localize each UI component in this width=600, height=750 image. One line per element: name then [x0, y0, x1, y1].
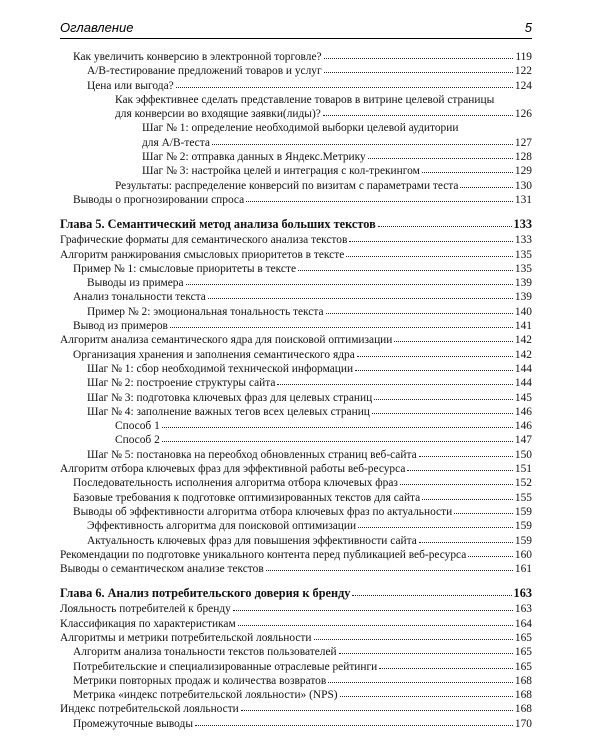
toc-entry-page: 155 — [514, 491, 532, 504]
toc-entry[interactable] — [60, 548, 532, 562]
toc-entry-title: Выводы об эффективности алгоритма отбора ключевых фраз по актуальности — [73, 505, 453, 518]
toc-entry-title: Анализ тональности текста — [73, 291, 206, 304]
toc-entry-page: 139 — [514, 277, 532, 290]
toc-entry-title: Метрика «индекс потребительской лояльности» (NPS) — [73, 689, 338, 702]
toc-entry[interactable] — [60, 645, 532, 659]
toc-entry[interactable] — [60, 319, 532, 333]
toc-entry-page: 141 — [514, 320, 532, 333]
dot-leader — [323, 114, 513, 116]
toc-entry-title: Выводы о семантическом анализе текстов — [60, 563, 264, 576]
toc-entry-title: для А/В-теста — [142, 136, 210, 149]
dot-leader — [298, 269, 513, 271]
toc-entry[interactable] — [60, 164, 532, 178]
toc-entry[interactable] — [60, 248, 532, 262]
toc-entry-page: 127 — [514, 136, 532, 149]
toc-entry-title: Вывод из примеров — [73, 320, 168, 333]
toc-entry[interactable] — [60, 290, 532, 304]
toc-entry-title: Выводы из примера — [87, 277, 184, 290]
toc-entry-page: 142 — [514, 348, 532, 361]
dot-leader — [394, 340, 513, 342]
toc-entry-title: Шаг № 2: отправка данных в Яндекс.Метрику — [142, 151, 366, 164]
toc-entry[interactable] — [60, 717, 532, 731]
toc-entry-page: 119 — [515, 51, 532, 63]
toc-entry-title: Метрики повторных продаж и количества возвратов — [73, 674, 327, 687]
dot-leader — [419, 541, 513, 543]
toc-entry-title: А/В-тестирование предложений товаров и услуг — [87, 65, 322, 78]
dot-leader — [238, 624, 513, 626]
toc-entry-title: Индекс потребительской лояльности — [60, 703, 239, 716]
toc-entry[interactable] — [60, 448, 532, 462]
toc-entry-page: 161 — [514, 563, 532, 576]
toc-entry[interactable] — [60, 617, 532, 631]
toc-entry-page: 151 — [514, 463, 532, 476]
dot-leader — [419, 455, 513, 457]
toc-entry-page: 168 — [514, 689, 532, 702]
toc-entry-title: Шаг № 4: заполнение важных тегов всех целевых страниц — [87, 405, 370, 418]
dot-leader — [379, 667, 513, 669]
toc-entry-page: 159 — [514, 520, 532, 533]
toc-entry-page: 130 — [514, 179, 532, 192]
toc-entry-title: Потребительские и специализированные отраслевые рейтинги — [73, 660, 378, 673]
toc-entry-page: 147 — [514, 434, 532, 447]
toc-entry-title: Шаг № 1: сбор необходимой технической информации — [87, 362, 354, 375]
toc-entry[interactable] — [60, 562, 532, 576]
toc-entry-page: 165 — [514, 646, 532, 659]
dot-leader — [324, 57, 514, 59]
toc-entry[interactable] — [60, 79, 532, 93]
toc-entry[interactable] — [60, 305, 532, 319]
dot-leader — [357, 355, 513, 357]
toc-entry-page: 164 — [514, 617, 532, 630]
toc-entry-title: Актуальность ключевых фраз для повышения эффективности сайта — [87, 534, 417, 547]
dot-leader — [358, 526, 513, 528]
toc-entry-page: 163 — [513, 586, 532, 601]
page-number: 5 — [524, 20, 532, 35]
toc-spacer — [60, 207, 532, 216]
dot-leader — [195, 724, 513, 726]
toc-entry-title: Базовые требования к подготовке оптимизированных текстов для сайта — [73, 491, 421, 504]
toc-entry[interactable] — [60, 193, 532, 207]
toc-entry-title: для конверсии во входящие заявки(лиды)? — [115, 108, 321, 121]
dot-leader — [277, 383, 512, 385]
toc-entry-page: 150 — [514, 448, 532, 461]
toc-chapter-entry[interactable] — [60, 216, 532, 233]
toc-entry-title: Выводы о прогнозировании спроса — [73, 193, 245, 206]
toc-entry-title: Как эффективнее сделать представление товаров в витрине целевой страницы — [115, 93, 495, 106]
toc-chapter-entry[interactable] — [60, 585, 532, 602]
toc-entry[interactable] — [60, 476, 532, 490]
dot-leader — [339, 652, 513, 654]
toc-entry[interactable] — [60, 333, 532, 347]
dot-leader — [422, 171, 513, 173]
dot-leader — [328, 681, 513, 683]
toc-entry-title: Шаг № 1: определение необходимой выборки целевой аудитории — [142, 122, 459, 135]
toc-entry[interactable] — [60, 433, 532, 447]
toc-entry[interactable] — [60, 262, 532, 276]
toc-entry-title: Алгоритмы и метрики потребительской лояльности — [60, 631, 312, 644]
toc-entry[interactable] — [60, 136, 532, 150]
dot-leader — [454, 512, 513, 514]
dot-leader — [400, 483, 513, 485]
toc-entry-page: 124 — [514, 79, 532, 92]
toc-entry[interactable] — [60, 631, 532, 645]
dot-leader — [355, 369, 513, 371]
toc-entry-page: 168 — [514, 703, 532, 716]
toc-entry-page: 131 — [514, 193, 532, 206]
toc-entry-title: Глава 6. Анализ потребительского доверия к бренду — [60, 586, 351, 601]
toc-entry-title: Шаг № 5: постановка на переобход обновленных страниц веб-сайта — [87, 448, 417, 461]
toc-entry-title: Алгоритм анализа семантического ядра для поисковой оптимизации — [60, 334, 393, 347]
toc-entry[interactable] — [60, 121, 532, 135]
toc-entry[interactable] — [60, 93, 532, 107]
toc-entry-title: Шаг № 3: подготовка ключевых фраз для целевых страниц — [87, 391, 373, 404]
toc-entry[interactable] — [60, 362, 532, 376]
toc-entry[interactable] — [60, 405, 532, 419]
toc-entry[interactable] — [60, 505, 532, 519]
toc-entry-title: Лояльность потребителей к бренду — [60, 603, 231, 616]
toc-entry[interactable] — [60, 462, 532, 476]
toc-entry-title: Результаты: распределение конверсий по визитам с параметрами теста — [115, 179, 459, 192]
toc-entry-title: Способ 1 — [115, 420, 160, 433]
toc-entry-title: Графические форматы для семантического анализа текстов — [60, 234, 348, 247]
toc-entry-page: 165 — [514, 660, 532, 673]
toc-entry[interactable] — [60, 150, 532, 164]
dot-leader — [233, 609, 513, 611]
dot-leader — [340, 695, 513, 697]
toc-entry-title: Способ 2 — [115, 434, 160, 447]
toc-entry-title: Рекомендации по подготовке уникального контента перед публикацией веб-ресурса — [60, 548, 467, 561]
toc-entry-page: 142 — [514, 334, 532, 347]
toc-entry-page: 146 — [514, 420, 532, 433]
toc-entry-title: Эффективность алгоритма для поисковой оптимизации — [87, 520, 357, 533]
toc-entry-page: 129 — [514, 165, 532, 178]
dot-leader — [468, 555, 513, 557]
toc-entry-title: Пример № 1: смысловые приоритеты в тексте — [73, 262, 297, 275]
toc-entry-page: 122 — [514, 65, 532, 78]
running-header — [60, 16, 532, 39]
toc-entry[interactable] — [60, 376, 532, 390]
toc-entry[interactable] — [60, 179, 532, 193]
dot-leader — [246, 200, 513, 202]
dot-leader — [241, 709, 513, 711]
toc-entry-title: Пример № 2: эмоциональная тональность текста — [87, 305, 324, 318]
toc-entry[interactable] — [60, 660, 532, 674]
dot-leader — [407, 469, 513, 471]
dot-leader — [162, 440, 513, 442]
toc-entry-page: 159 — [514, 505, 532, 518]
dot-leader — [378, 225, 512, 227]
toc-entry[interactable] — [60, 602, 532, 616]
dot-leader — [422, 498, 513, 500]
toc-entry[interactable] — [60, 64, 532, 78]
toc-entry-page: 159 — [514, 534, 532, 547]
toc-entry-title: Шаг № 3: настройка целей и интеграция с кол-трекингом — [142, 165, 420, 178]
table-of-contents — [60, 50, 532, 731]
toc-entry[interactable] — [60, 519, 532, 533]
toc-entry[interactable] — [60, 534, 532, 548]
dot-leader — [162, 426, 513, 428]
toc-entry-title: Классификация по характеристикам — [60, 617, 236, 630]
dot-leader — [208, 297, 513, 299]
dot-leader — [372, 412, 513, 414]
toc-entry-title: Алгоритм отбора ключевых фраз для эффективной работы веб-ресурса — [60, 463, 406, 476]
running-header-title: Оглавление — [60, 20, 134, 35]
dot-leader — [212, 143, 513, 145]
toc-entry-page: 165 — [514, 631, 532, 644]
toc-entry[interactable] — [60, 491, 532, 505]
toc-entry-page: 126 — [514, 108, 532, 121]
toc-entry-page: 145 — [514, 391, 532, 404]
toc-entry-title: Алгоритм ранжирования смысловых приоритетов в тексте — [60, 248, 345, 261]
toc-spacer — [60, 576, 532, 585]
toc-entry[interactable] — [60, 391, 532, 405]
toc-entry-page: 144 — [514, 377, 532, 390]
toc-entry[interactable] — [60, 688, 532, 702]
toc-entry-page: 168 — [514, 674, 532, 687]
toc-entry-title: Цена или выгода? — [87, 79, 174, 92]
dot-leader — [324, 71, 513, 73]
toc-entry-page: 133 — [513, 217, 532, 232]
toc-entry-page: 146 — [514, 405, 532, 418]
toc-entry-title: Шаг № 2: построение структуры сайта — [87, 377, 276, 390]
dot-leader — [374, 398, 513, 400]
toc-entry[interactable] — [60, 419, 532, 433]
dot-leader — [460, 186, 512, 188]
toc-entry-title: Организация хранения и заполнения семантического ядра — [73, 348, 355, 361]
dot-leader — [352, 594, 511, 596]
toc-entry-page: 170 — [514, 717, 532, 730]
dot-leader — [266, 569, 513, 571]
toc-entry[interactable] — [60, 674, 532, 688]
toc-entry[interactable] — [60, 702, 532, 716]
toc-entry-page: 133 — [514, 234, 532, 247]
toc-entry[interactable] — [60, 276, 532, 290]
toc-entry-page: 163 — [514, 603, 532, 616]
dot-leader — [349, 240, 513, 242]
dot-leader — [368, 157, 513, 159]
toc-entry-title: Промежуточные выводы — [73, 717, 193, 730]
toc-entry[interactable] — [60, 348, 532, 362]
toc-entry-title: Последовательность исполнения алгоритма отбора ключевых фраз — [73, 477, 398, 490]
dot-leader — [176, 86, 513, 88]
dot-leader — [346, 255, 513, 257]
toc-entry-page: 128 — [514, 151, 532, 164]
toc-entry[interactable] — [60, 50, 532, 64]
toc-entry-title: Как увеличить конверсию в электронной торговле? — [73, 51, 322, 63]
toc-entry[interactable] — [60, 107, 532, 121]
dot-leader — [186, 283, 513, 285]
toc-entry-page: 144 — [514, 362, 532, 375]
toc-entry-page: 152 — [514, 477, 532, 490]
toc-entry-page: 139 — [514, 291, 532, 304]
toc-entry-page: 140 — [514, 305, 532, 318]
toc-entry-title: Алгоритм анализа тональности текстов пользователей — [73, 646, 337, 659]
toc-entry[interactable] — [60, 233, 532, 247]
dot-leader — [314, 638, 513, 640]
toc-entry-title: Глава 5. Семантический метод анализа больших текстов — [60, 217, 376, 232]
toc-entry-page: 135 — [514, 262, 532, 275]
dot-leader — [170, 326, 513, 328]
toc-entry-page: 135 — [514, 248, 532, 261]
toc-entry-page: 160 — [514, 548, 532, 561]
dot-leader — [326, 312, 513, 314]
